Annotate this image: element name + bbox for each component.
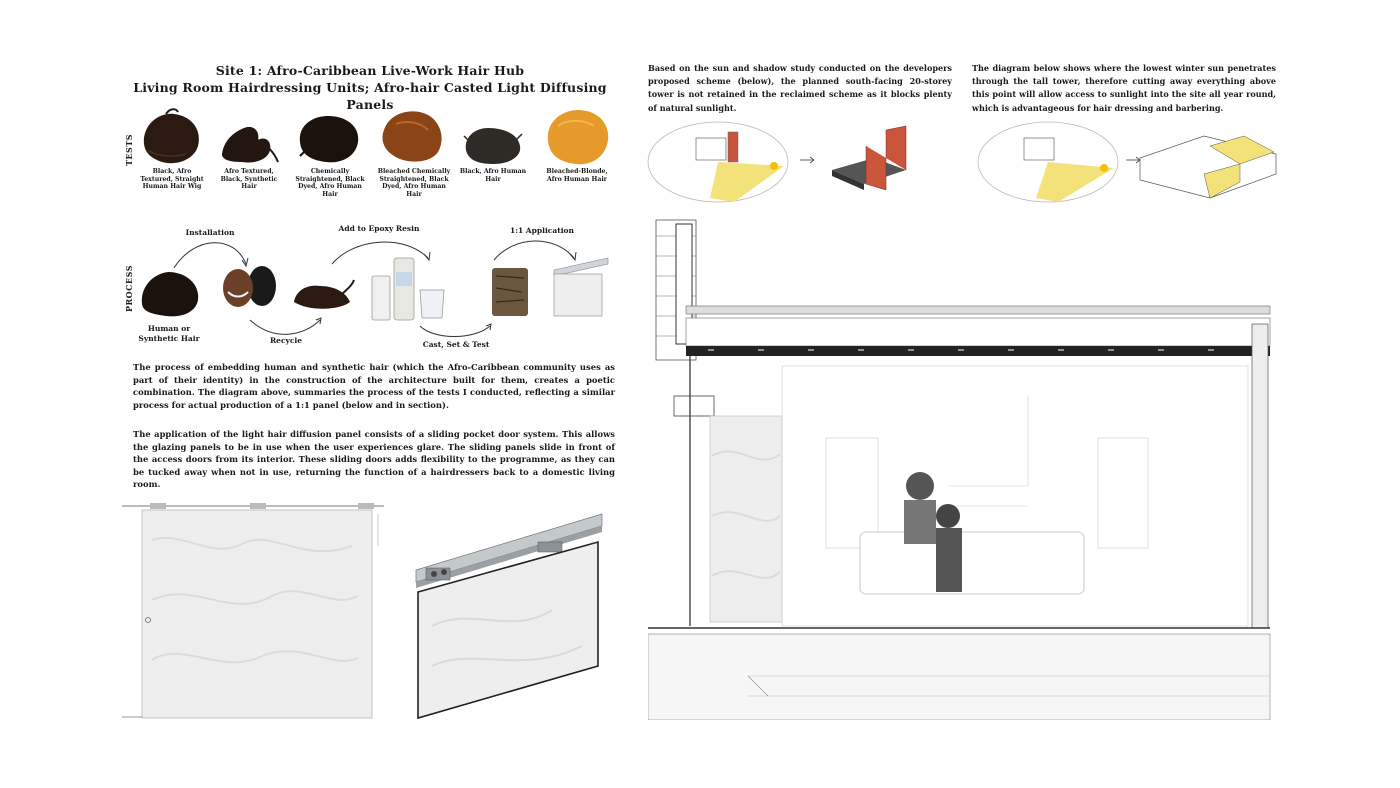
sample-2 xyxy=(294,106,366,198)
hair-sample-image xyxy=(538,106,616,168)
hair-sample-image xyxy=(214,106,284,168)
sample-caption: Chemically Straightened, Black Dyed, Afro Human Hair xyxy=(295,168,365,198)
sun-study-diagrams xyxy=(644,118,1280,208)
human-synthetic-label: Human or Synthetic Hair xyxy=(138,324,200,343)
hair-bundle-image xyxy=(138,264,202,320)
sun-study-text: Based on the sun and shadow study conducted on the developers proposed scheme (below), the planned south-facing 20-storey tower is not retained in the reclaimed scheme as it blocks plenty of natural sunlight. xyxy=(648,63,952,113)
section-drawing xyxy=(648,216,1272,720)
paragraph-application: The application of the light hair diffusion panel consists of a sliding pocket door system. This allows the glazing panels to be in use when the user experiences glare. The sliding panels slide in front of the access doors from its interior. These sliding doors adds flexibility to the programme, as they can be tucked away when not in use, returning the function of a hairdressers back to a domestic living room. xyxy=(133,429,615,490)
hair-sample-image xyxy=(294,106,366,168)
paragraph-process: The process of embedding human and synthetic hair (which the Afro-Caribbean community uses as part of their identity) in the construction of the architecture built for them, creates a poetic combination. The diagram above, summaries the process of the tests I conducted, reflecting a similar process for actual production of a 1:1 panel (below and in section). xyxy=(133,362,615,410)
sample-3 xyxy=(376,106,452,198)
sample-caption: Bleached-Blonde, Afro Human Hair xyxy=(546,168,608,183)
recycled-hair-image xyxy=(290,272,356,314)
sample-0 xyxy=(136,106,208,191)
recycle-label: Recycle xyxy=(269,336,303,345)
process-label: PROCESS xyxy=(124,265,134,312)
portrait-image xyxy=(216,262,278,316)
title-line-2: Living Room Hairdressing Units; Afro-hair Casted Light Diffusing Panels xyxy=(133,80,607,112)
panel-elevation-drawing xyxy=(122,500,392,720)
installation-label: Installation xyxy=(185,228,235,237)
sliding-panel-3d-drawing xyxy=(412,506,608,722)
hair-sample-image xyxy=(136,106,208,168)
epoxy-resin-image xyxy=(370,254,450,324)
hair-sample-image xyxy=(376,106,452,168)
sample-caption: Black, Afro Human Hair xyxy=(459,168,527,183)
add-epoxy-label: Add to Epoxy Resin xyxy=(338,224,420,233)
sample-4 xyxy=(458,106,528,183)
tests-row xyxy=(136,106,616,210)
cast-sample-image xyxy=(488,264,532,318)
tests-label: TESTS xyxy=(124,133,134,166)
hair-sample-image xyxy=(458,106,528,168)
sample-caption: Bleached Chemically Straightened, Black Dyed, Afro Human Hair xyxy=(377,168,451,198)
panel-application-image xyxy=(548,254,612,320)
cast-set-test-label: Cast, Set & Test xyxy=(422,340,490,349)
application-label: 1:1 Application xyxy=(509,226,575,235)
sample-5 xyxy=(538,106,616,183)
process-diagram xyxy=(134,224,616,354)
winter-sun-text: The diagram below shows where the lowest winter sun penetrates through the tall tower, therefore cutting away everything above this point will allow access to sunlight into the site all year round, which is advantageous for hair dressing and barbering. xyxy=(972,63,1276,113)
sample-caption: Afro Textured, Black, Synthetic Hair xyxy=(220,168,278,190)
sample-caption: Black, Afro Textured, Straight Human Hair Wig xyxy=(140,168,204,190)
sample-1 xyxy=(214,106,284,191)
title-line-1: Site 1: Afro-Caribbean Live-Work Hair Hub xyxy=(215,63,525,78)
